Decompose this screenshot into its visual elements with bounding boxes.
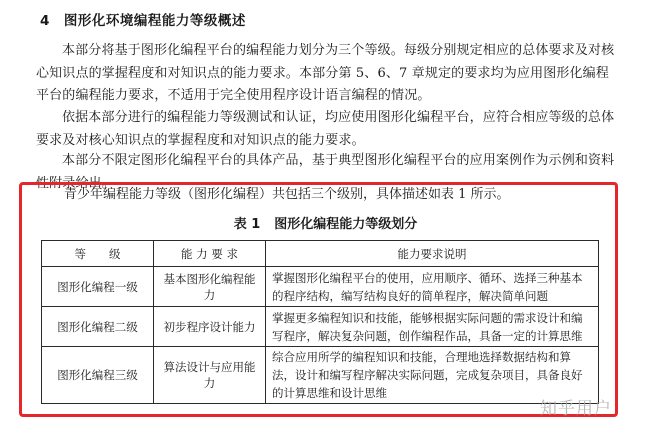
header-description: 能力要求说明 [266, 241, 599, 267]
paragraph-3: 本部分不限定图形化编程平台的具体产品，基于典型图形化编程平台的应用案例作为示例和资料性附录给出。 [36, 153, 615, 191]
header-level: 等 级 [42, 241, 154, 267]
cell-level: 图形化编程二级 [42, 307, 154, 347]
cell-description: 掌握更多编程知识和技能，能够根据实际问题的需求设计和编写程序，解决复杂问题，创作编程作品，具备一定的计算思维 [266, 307, 599, 347]
header-ability: 能 力 要 求 [154, 241, 266, 267]
table-row [42, 347, 599, 404]
table-label: 表 1 [233, 217, 261, 232]
cell-ability: 算法设计与应用能力 [154, 347, 266, 404]
section-number: 4 [40, 13, 50, 29]
table-header-row [42, 241, 599, 267]
paragraph-1: 本部分将基于图形化编程平台的编程能力划分为三个等级。每级分别规定相应的总体要求及对核心知识点的掌握程度和对知识点的能力要求。本部分第 5、6、7 章规定的要求均为应用图形化编程平台的编程能力要求，不适用于完全使用程序设计语言编程的情况。 [36, 43, 615, 103]
table-intro: 青少年编程能力等级（图形化编程）共包括三个级别，具体描述如表 1 所示。 [64, 187, 510, 202]
levels-table [41, 240, 599, 404]
cell-ability: 基本图形化编程能力 [154, 267, 266, 307]
table-row [42, 307, 599, 347]
section-title: 图形化环境编程能力等级概述 [63, 13, 246, 29]
cell-level: 图形化编程三级 [42, 347, 154, 404]
cell-description: 掌握图形化编程平台的使用，应用顺序、循环、选择三种基本的程序结构，编写结构良好的简单程序，解决简单问题 [266, 267, 599, 307]
watermark: 知乎用户 [540, 399, 612, 419]
table-title: 图形化编程能力等级划分 [274, 217, 418, 232]
cell-ability: 初步程序设计能力 [154, 307, 266, 347]
table-caption [0, 213, 651, 232]
paragraph-2: 依据本部分进行的编程能力等级测试和认证，均应使用图形化编程平台，应符合相应等级的总体要求及对核心知识点的掌握程度和对知识点的能力要求。 [36, 110, 615, 148]
cell-level: 图形化编程一级 [42, 267, 154, 307]
table-row [42, 267, 599, 307]
section-heading [40, 9, 246, 29]
cell-description: 综合应用所学的编程知识和技能，合理地选择数据结构和算法，设计和编写程序解决实际问题，完成复杂项目，具备良好的计算思维和设计思维 [266, 347, 599, 404]
